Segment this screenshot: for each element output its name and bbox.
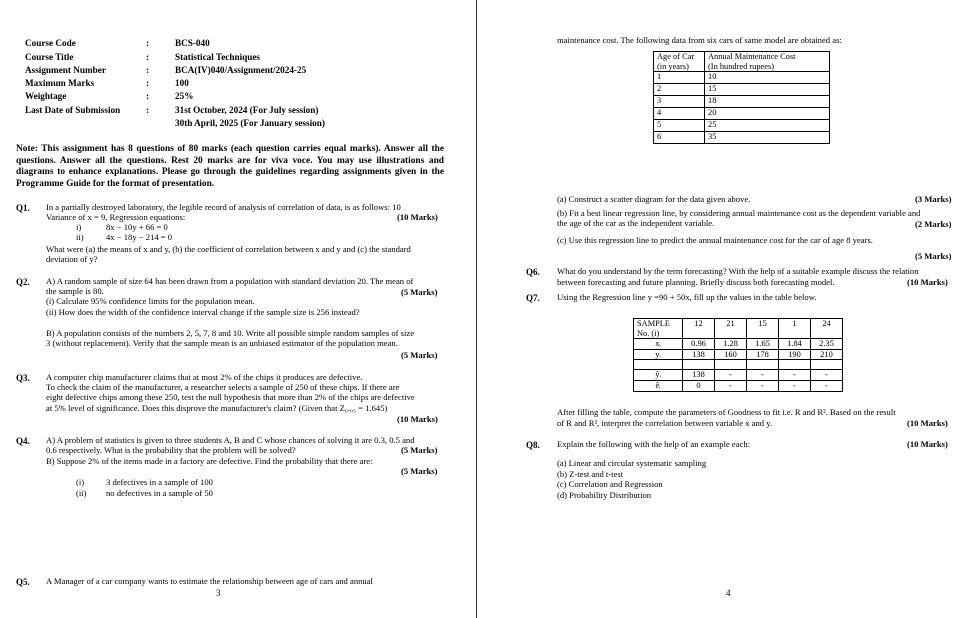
- table-cell: -: [715, 370, 747, 381]
- table-cell: 138: [683, 349, 715, 360]
- question-number: Q8.: [526, 440, 540, 450]
- page-number: 4: [726, 588, 731, 598]
- header-value-last-date-july: 31st October, 2024 (For July session): [175, 105, 319, 115]
- header-value-course-title: Statistical Techniques: [175, 52, 261, 62]
- marks-label: (3 Marks): [915, 194, 952, 204]
- table-cell: 1.28: [715, 339, 747, 350]
- header-value-course-code: BCS-040: [175, 38, 210, 48]
- header-label-course-code: Course Code: [25, 38, 76, 48]
- question-text: After filling the table, compute the parameters of Goodness to fit i.e. R and R². Based on the result: [557, 407, 896, 417]
- table-header-text: Age of Car: [657, 52, 695, 61]
- sub-question-text: (a) Construct a scatter diagram for the data given above.: [557, 194, 751, 204]
- row-label: ŷᵢ: [634, 370, 683, 381]
- question-text: Explain the following with the help of an example each:: [557, 439, 751, 449]
- header-label-weightage: Weightage: [25, 91, 67, 101]
- table-cell: 210: [811, 349, 843, 360]
- question-text: A) A random sample of size 64 has been drawn from a population with standard deviation 20. The mean of: [46, 276, 414, 286]
- left-page: [0, 0, 476, 618]
- table-cell: 1: [654, 72, 705, 84]
- table-cell: 0: [683, 380, 715, 391]
- header-label-last-date: Last Date of Submission: [25, 105, 121, 115]
- equation-number: i): [76, 222, 82, 232]
- table-row-yhat: [634, 370, 843, 381]
- question-text: between forecasting and future planning. Briefly discuss both forecasting model.: [557, 277, 835, 287]
- question-text: 3 (without replacement). Verify that the sample mean is an unbiased estimator of the population mean.: [46, 338, 398, 348]
- question-text: at 5% level of significance. Does this disprove the manufacturer's claim? (Given that Z₀.₀₅ = 1.645): [46, 403, 388, 413]
- question-text: deviation of y?: [46, 254, 98, 264]
- question-number: Q2.: [16, 277, 30, 287]
- question-text: A Manager of a car company wants to estimate the relationship between age of cars and annual: [46, 576, 373, 586]
- question-number: Q7.: [526, 293, 540, 303]
- question-number: Q4.: [16, 436, 30, 446]
- question-text: What do you understand by the term forecasting? With the help of a suitable example discuss the relation: [557, 266, 919, 276]
- marks-label: (5 Marks): [401, 445, 438, 455]
- list-item: (d) Probability Distribution: [557, 490, 652, 500]
- table-cell: 190: [779, 349, 811, 360]
- question-number: Q6.: [526, 267, 540, 277]
- sub-item-text: 3 defectives in a sample of 100: [106, 477, 213, 487]
- equation: 4x − 18y − 214 = 0: [106, 232, 173, 242]
- table-cell: -: [747, 370, 779, 381]
- table-row-x: [634, 339, 843, 350]
- marks-label: (10 Marks): [907, 277, 948, 287]
- table-cell: 15: [705, 84, 830, 96]
- table-cell: 1.65: [747, 339, 779, 350]
- question-text: A computer chip manufacturer claims that at most 2% of the chips it produces are defective.: [46, 372, 363, 382]
- sub-item-number: (i): [76, 477, 85, 487]
- question-number: Q3.: [16, 373, 30, 383]
- question-5-continued-text: maintenance cost. The following data from six cars of same model are obtained as:: [557, 35, 842, 45]
- table-header-cell: 15: [747, 319, 779, 339]
- table-cell: 3: [654, 96, 705, 108]
- question-text: (i) Calculate 95% confidence limits for the population mean.: [46, 296, 255, 306]
- row-label: xᵢ: [634, 339, 683, 350]
- table-row: [654, 84, 830, 96]
- table-cell: 138: [683, 370, 715, 381]
- marks-label: (5 Marks): [401, 466, 438, 476]
- question-text: B) A population consists of the numbers 2, 5, 7, 8 and 10. Write all possible simple random samples of size: [46, 328, 415, 338]
- marks-label: (5 Marks): [915, 251, 952, 261]
- sub-item-text: no defectives in a sample of 50: [106, 488, 213, 498]
- maintenance-cost-table: [653, 51, 830, 144]
- table-cell: 0.96: [683, 339, 715, 350]
- question-text: What were (a) the means of x and y, (b) the coefficient of correlation between x and y and (c) the standard: [46, 244, 411, 254]
- equation: 8x − 10y + 66 = 0: [106, 222, 168, 232]
- table-cell: -: [811, 370, 843, 381]
- table-cell: 4: [654, 108, 705, 120]
- table-cell: 25: [705, 120, 830, 132]
- sub-question-text: (b) Fit a best linear regression line, by considering annual maintenance cost as the dependent variable and: [557, 208, 921, 218]
- question-text: the sample is 80.: [46, 286, 104, 296]
- table-header-cell: [654, 52, 705, 72]
- table-header-text: (in years): [657, 61, 689, 71]
- sub-question-text: the age of the car as the independent variable.: [557, 218, 715, 228]
- table-cell: -: [779, 370, 811, 381]
- table-cell: -: [811, 380, 843, 391]
- table-header-text: (In hundred rupees): [708, 61, 775, 71]
- header-sep: :: [146, 65, 150, 75]
- marks-label: (10 Marks): [397, 212, 438, 222]
- table-row: [654, 108, 830, 120]
- question-text: Using the Regression line y =90 + 50x, fill up the values in the table below.: [557, 292, 817, 302]
- table-header-row: [654, 52, 830, 72]
- table-cell: 18: [705, 96, 830, 108]
- header-label-assignment-number: Assignment Number: [25, 65, 106, 75]
- marks-label: (10 Marks): [397, 414, 438, 424]
- table-cell: 1.84: [779, 339, 811, 350]
- table-row: [654, 96, 830, 108]
- table-cell: 6: [654, 132, 705, 144]
- table-header-cell: 12: [683, 319, 715, 339]
- question-text: 0.6 respectively. What is the probability that the problem will be solved?: [46, 445, 296, 455]
- question-number: Q5.: [16, 577, 30, 587]
- table-cell: 2.35: [811, 339, 843, 350]
- list-item: (b) Z-test and t-test: [557, 469, 624, 479]
- question-text: B) Suppose 2% of the items made in a factory are defective. Find the probability that there are:: [46, 456, 373, 466]
- table-cell: 2: [654, 84, 705, 96]
- header-sep: :: [146, 91, 150, 101]
- row-label: êᵢ: [634, 380, 683, 391]
- table-header-row: [634, 319, 843, 339]
- list-item: (a) Linear and circular systematic sampling: [557, 458, 707, 468]
- table-header-text: SAMPLE: [637, 319, 671, 328]
- table-cell: -: [715, 380, 747, 391]
- question-text: To check the claim of the manufacturer, a researcher selects a sample of 250 of these chips. If there are: [46, 382, 400, 392]
- table-cell: 160: [715, 349, 747, 360]
- table-spacer-row: [634, 360, 843, 370]
- sub-item-number: (ii): [76, 488, 87, 498]
- question-number: Q1.: [16, 203, 30, 213]
- marks-label: (10 Marks): [907, 439, 948, 449]
- page-number: 3: [216, 588, 221, 598]
- table-header-text: No. (i): [637, 328, 660, 338]
- table-row: [654, 72, 830, 84]
- marks-label: (10 Marks): [907, 418, 948, 428]
- table-row-y: [634, 349, 843, 360]
- question-text: A) A problem of statistics is given to three students A, B and C whose chances of solving it are 0.3, 0.5 and: [46, 435, 415, 445]
- header-value-max-marks: 100: [175, 78, 189, 88]
- header-value-weightage: 25%: [175, 91, 194, 101]
- table-row: [654, 120, 830, 132]
- table-cell: 178: [747, 349, 779, 360]
- header-label-max-marks: Maximum Marks: [25, 78, 95, 88]
- table-header-cell: 1: [779, 319, 811, 339]
- table-cell: 20: [705, 108, 830, 120]
- header-value-last-date-january: 30th April, 2025 (For January session): [175, 118, 325, 128]
- table-cell: 5: [654, 120, 705, 132]
- table-header-cell: 24: [811, 319, 843, 339]
- table-row: [654, 132, 830, 144]
- table-cell: -: [779, 380, 811, 391]
- question-text: (ii) How does the width of the confidence interval change if the sample size is 256 instead?: [46, 307, 360, 317]
- header-sep: :: [146, 105, 150, 115]
- header-sep: :: [146, 52, 150, 62]
- marks-label: (2 Marks): [915, 219, 952, 229]
- question-text: In a partially destroyed laboratory, the legible record of analysis of correlation of data, is as follows: 10: [46, 202, 401, 212]
- table-header-cell: 21: [715, 319, 747, 339]
- table-header-cell: [705, 52, 830, 72]
- marks-label: (5 Marks): [401, 350, 438, 360]
- page-divider: [476, 0, 477, 618]
- table-header-cell: [634, 319, 683, 339]
- table-cell: -: [747, 380, 779, 391]
- question-text: Variance of x = 9, Regression equations:: [46, 212, 186, 222]
- question-text: eight defective chips among these 250, test the null hypothesis that more than 2% of the chips are defective: [46, 392, 415, 402]
- table-cell: 10: [705, 72, 830, 84]
- table-row-residual: [634, 380, 843, 391]
- regression-table: [633, 318, 843, 392]
- assignment-note: Note: This assignment has 8 questions of 80 marks (each question carries equal marks). Answer all the questions. Answer all the questions. Rest 20 marks are for viva voce. You may use illustrations and diagrams to enhance explanations. Please go through the guidelines regarding assignments given in the Programme Guide for the format of presentation.: [16, 144, 444, 189]
- list-item: (c) Correlation and Regression: [557, 479, 663, 489]
- header-sep: :: [146, 38, 150, 48]
- question-text: of R and R², interpret the correlation between variable x and y.: [557, 418, 773, 428]
- table-cell: 35: [705, 132, 830, 144]
- right-page: [478, 0, 980, 618]
- equation-number: ii): [76, 232, 84, 242]
- header-label-course-title: Course Title: [25, 52, 74, 62]
- marks-label: (5 Marks): [401, 287, 438, 297]
- row-label: yᵢ: [634, 349, 683, 360]
- sub-question-text: (c) Use this regression line to predict the annual maintenance cost for the car of age 8 years.: [557, 235, 873, 245]
- table-header-text: Annual Maintenance Cost: [708, 52, 796, 61]
- header-value-assignment-number: BCA(IV)040/Assignment/2024-25: [175, 65, 307, 75]
- header-sep: :: [146, 78, 150, 88]
